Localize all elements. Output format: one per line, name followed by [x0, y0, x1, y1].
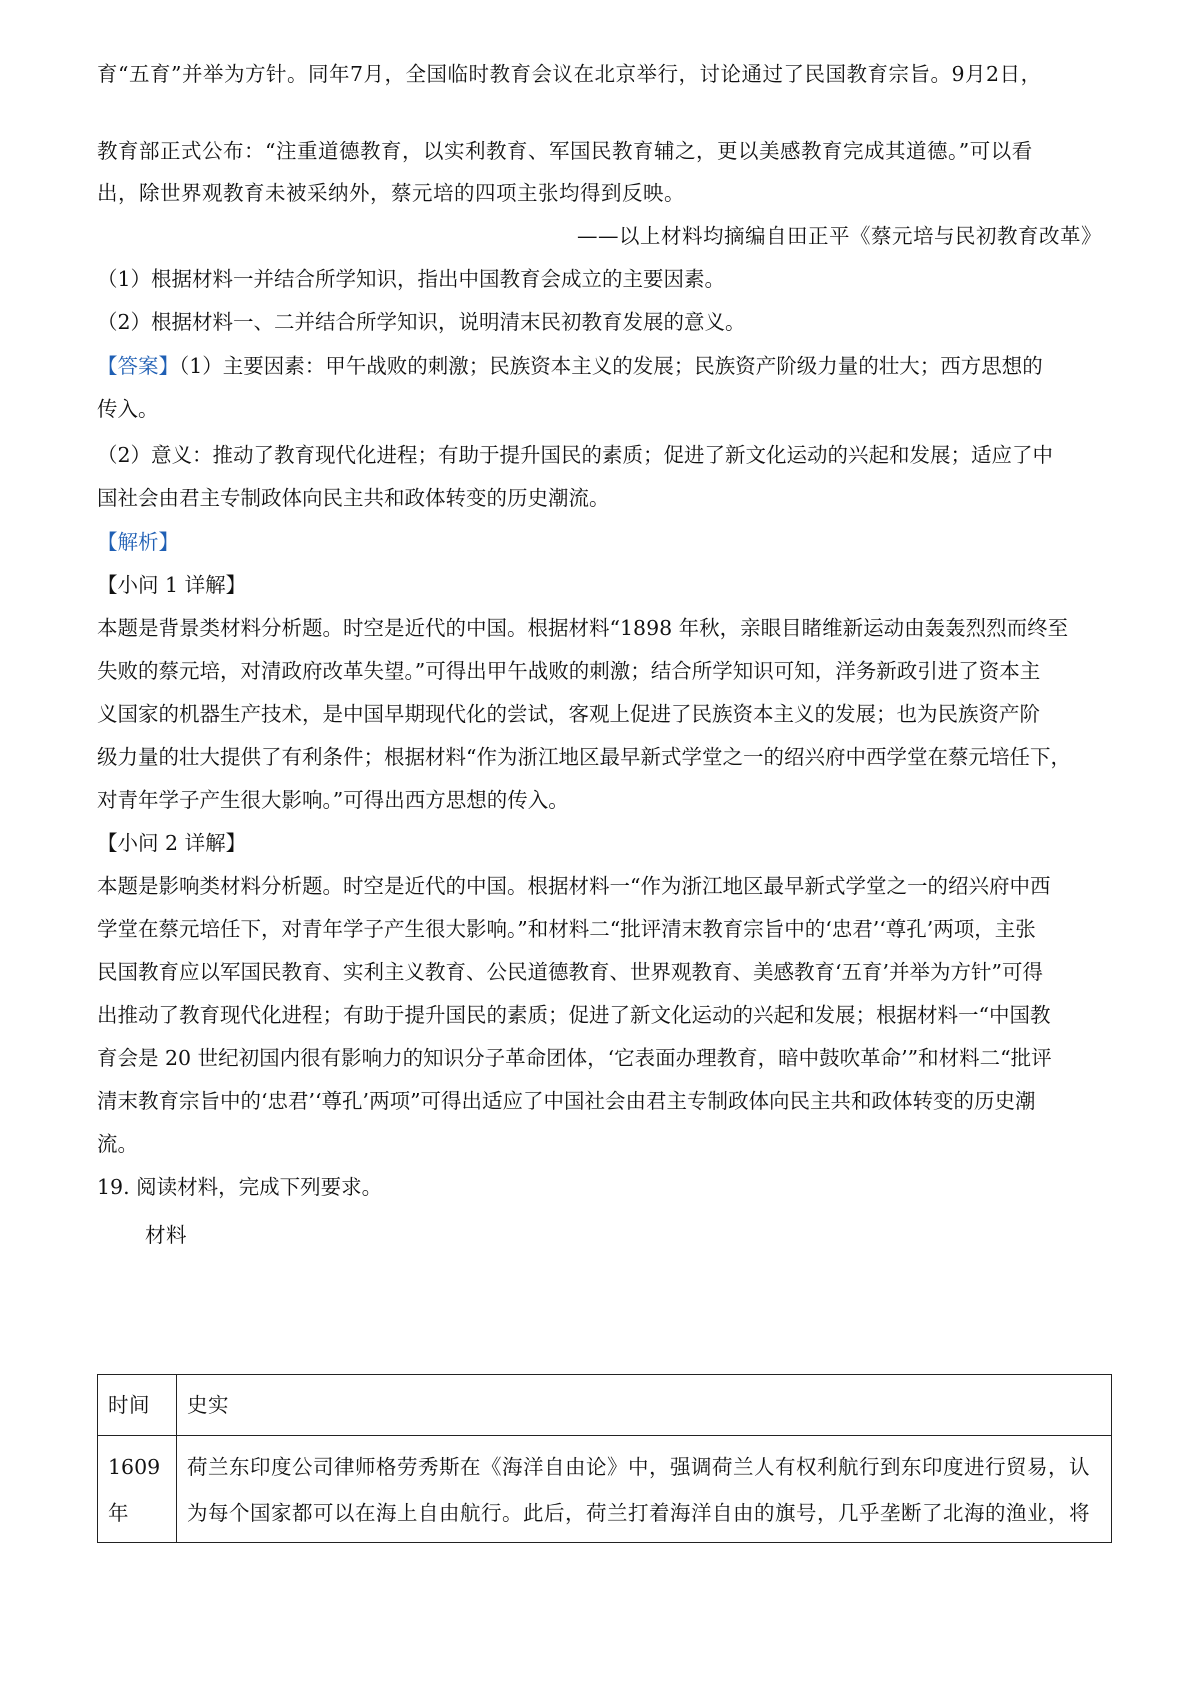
- sub1-title: 【小问 1 详解】: [97, 573, 247, 597]
- question-1: （1）根据材料一并结合所学知识，指出中国教育会成立的主要因素。: [97, 267, 726, 291]
- fact-line: 为每个国家都可以在海上自由航行。此后，荷兰打着海洋自由的旗号，几乎垄断了北海的渔业，将: [187, 1501, 1090, 1525]
- analysis-line: 民国教育应以军国民教育、实利主义教育、公民道德教育、世界观教育、美感教育‘五育’并举为方针”可得: [97, 960, 1044, 984]
- question-2: （2）根据材料一、二并结合所学知识，说明清末民初教育发展的意义。: [97, 310, 746, 334]
- analysis-line: 本题是影响类材料分析题。时空是近代的中国。根据材料一“作为浙江地区最早新式学堂之一的绍兴府中西: [97, 874, 1051, 898]
- analysis-line: 本题是背景类材料分析题。时空是近代的中国。根据材料“1898 年秋，亲眼目睹维新运动由轰轰烈烈而终至: [97, 616, 1069, 640]
- analysis-line: 出推动了教育现代化进程；有助于提升国民的素质；促进了新文化运动的兴起和发展；根据材料一“中国教: [97, 1003, 1051, 1027]
- material-source: ——以上材料均摘编自田正平《蔡元培与民初教育改革》: [577, 224, 1102, 248]
- sub2-title: 【小问 2 详解】: [97, 831, 247, 855]
- analysis-line: 对青年学子产生很大影响。”可得出西方思想的传入。: [97, 788, 569, 812]
- cell-fact: [177, 1436, 1112, 1543]
- time-line: 1609: [108, 1455, 161, 1479]
- material-line: 教育部正式公布：“注重道德教育，以实利教育、军国民教育辅之，更以美感教育完成其道德。”可以看: [97, 139, 1033, 163]
- answer-line: （2）意义：推动了教育现代化进程；有助于提升国民的素质；促进了新文化运动的兴起和发展；适应了中: [97, 443, 1054, 467]
- header-time: 时间: [98, 1375, 177, 1436]
- analysis-line: 流。: [97, 1132, 138, 1156]
- cell-time: [98, 1436, 177, 1543]
- analysis-line: 学堂在蔡元培任下，对青年学子产生很大影响。”和材料二“批评清末教育宗旨中的‘忠君’‘尊孔’两项，主张: [97, 917, 1036, 941]
- material-line: 育“五育”并举为方针。同年7月，全国临时教育会议在北京举行，讨论通过了民国教育宗旨。9月2日，: [97, 62, 1042, 86]
- material-line: 出，除世界观教育未被采纳外，蔡元培的四项主张均得到反映。: [97, 181, 685, 205]
- q19-prompt: 19. 阅读材料，完成下列要求。: [97, 1175, 383, 1199]
- fact-line: 荷兰东印度公司律师格劳秀斯在《海洋自由论》中，强调荷兰人有权利航行到东印度进行贸易，认: [187, 1455, 1090, 1479]
- header-fact: 史实: [177, 1375, 1112, 1436]
- table-header-row: [98, 1375, 1112, 1436]
- analysis-tag: 【解析】: [97, 530, 179, 554]
- analysis-line: 清末教育宗旨中的‘忠君’‘尊孔’两项”可得出适应了中国社会由君主专制政体向民主共和政体转变的历史潮: [97, 1089, 1036, 1113]
- answer-line: 国社会由君主专制政体向民主共和政体转变的历史潮流。: [97, 486, 610, 510]
- table-row: [98, 1436, 1112, 1543]
- answer-part1: （1）主要因素：甲午战败的刺激；民族资本主义的发展；民族资产阶级力量的壮大；西方思想的: [179, 354, 1043, 378]
- material-label: 材料: [145, 1223, 187, 1247]
- analysis-line: 育会是 20 世纪初国内很有影响力的知识分子革命团体，‘它表面办理教育，暗中鼓吹革命’”和材料二“批评: [97, 1046, 1052, 1070]
- analysis-line: 级力量的壮大提供了有利条件；根据材料“作为浙江地区最早新式学堂之一的绍兴府中西学堂在蔡元培任下，: [97, 745, 1071, 769]
- time-line: 年: [108, 1501, 129, 1525]
- answer-line: 传入。: [97, 397, 159, 421]
- analysis-line: 失败的蔡元培，对清政府改革失望。”可得出甲午战败的刺激；结合所学知识可知，洋务新政引进了资本主: [97, 659, 1041, 683]
- answer-tag: 【答案】: [97, 354, 179, 378]
- answer-line: [97, 351, 1043, 381]
- history-table: [97, 1374, 1112, 1543]
- analysis-line: 义国家的机器生产技术，是中国早期现代化的尝试，客观上促进了民族资本主义的发展；也为民族资产阶: [97, 702, 1040, 726]
